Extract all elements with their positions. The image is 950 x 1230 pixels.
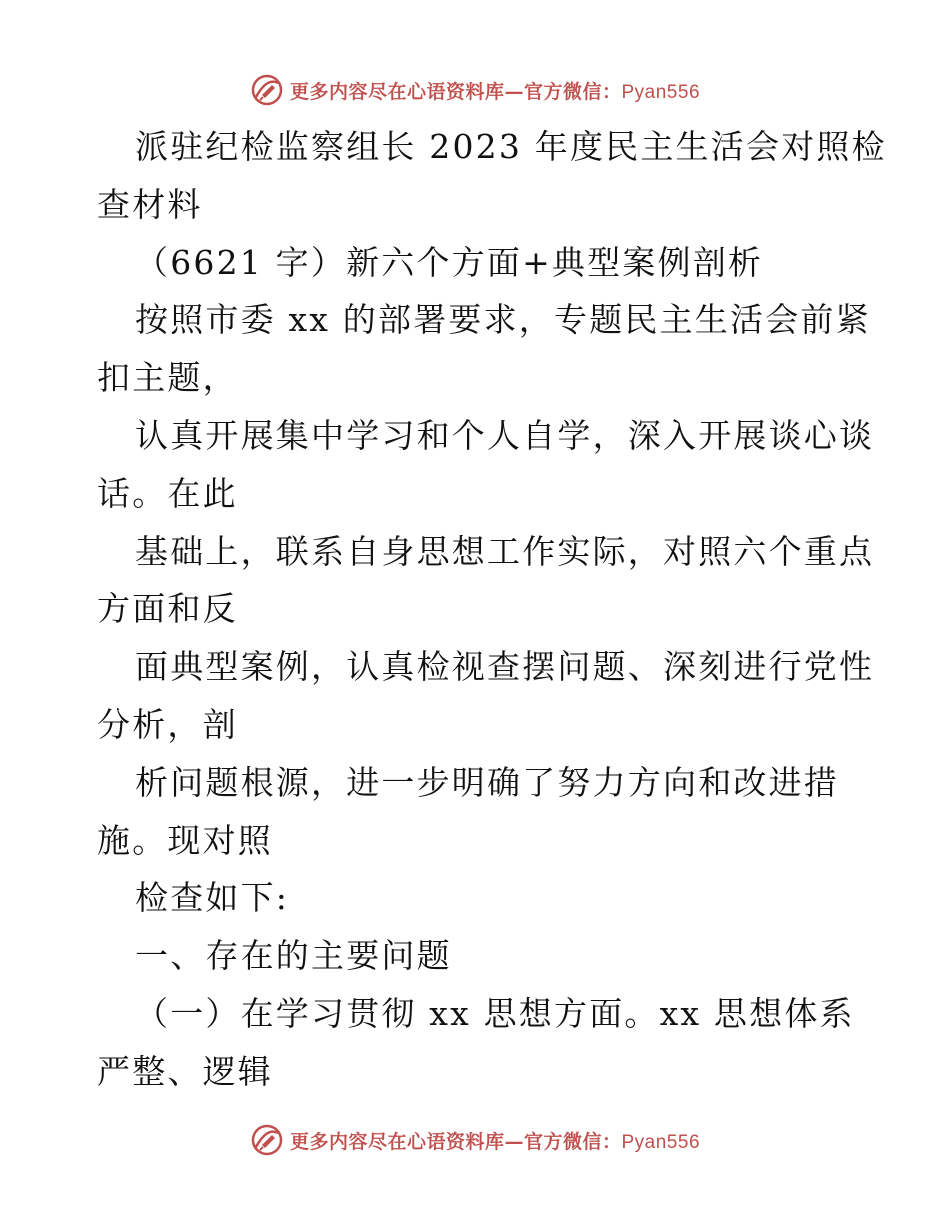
banner-main-text: 更多内容尽在心语资料库—官方微信：	[289, 80, 622, 103]
header-watermark-banner	[0, 70, 950, 110]
document-body	[97, 118, 887, 1101]
document-line: 施。现对照	[97, 820, 273, 860]
document-line: 话。在此	[97, 473, 238, 513]
document-line: 基础上，联系自身思想工作实际，对照六个重点	[135, 531, 875, 571]
footer-banner-main-text: 更多内容尽在心语资料库—官方微信：	[289, 1130, 622, 1153]
document-line: （6621 字）新六个方面+典型案例剖析	[135, 242, 764, 282]
pen-nib-logo-icon	[250, 73, 284, 107]
document-line: 面典型案例，认真检视查摆问题、深刻进行党性	[135, 647, 875, 687]
pen-nib-logo-icon	[250, 1123, 284, 1157]
document-line: 分析，剖	[97, 704, 238, 744]
document-line: （一）在学习贯彻 xx 思想方面。xx 思想体系	[135, 993, 855, 1033]
document-line: 查材料	[97, 184, 203, 224]
document-line: 扣主题，	[97, 358, 238, 398]
document-line: 检查如下:	[135, 878, 290, 918]
document-line: 析问题根源，进一步明确了努力方向和改进措	[135, 762, 839, 802]
document-line: 认真开展集中学习和个人自学，深入开展谈心谈	[135, 415, 875, 455]
banner-wechat-id: Pyan556	[621, 81, 701, 103]
document-line: 方面和反	[97, 589, 238, 629]
document-line: 一、存在的主要问题	[135, 936, 452, 976]
footer-watermark-banner	[0, 1120, 950, 1160]
document-line: 按照市委 xx 的部署要求，专题民主生活会前紧	[135, 300, 871, 340]
document-line: 派驻纪检监察组长 2023 年度民主生活会对照检	[135, 127, 887, 166]
document-line: 严整、逻辑	[97, 1051, 273, 1091]
footer-banner-wechat-id: Pyan556	[621, 1131, 701, 1153]
